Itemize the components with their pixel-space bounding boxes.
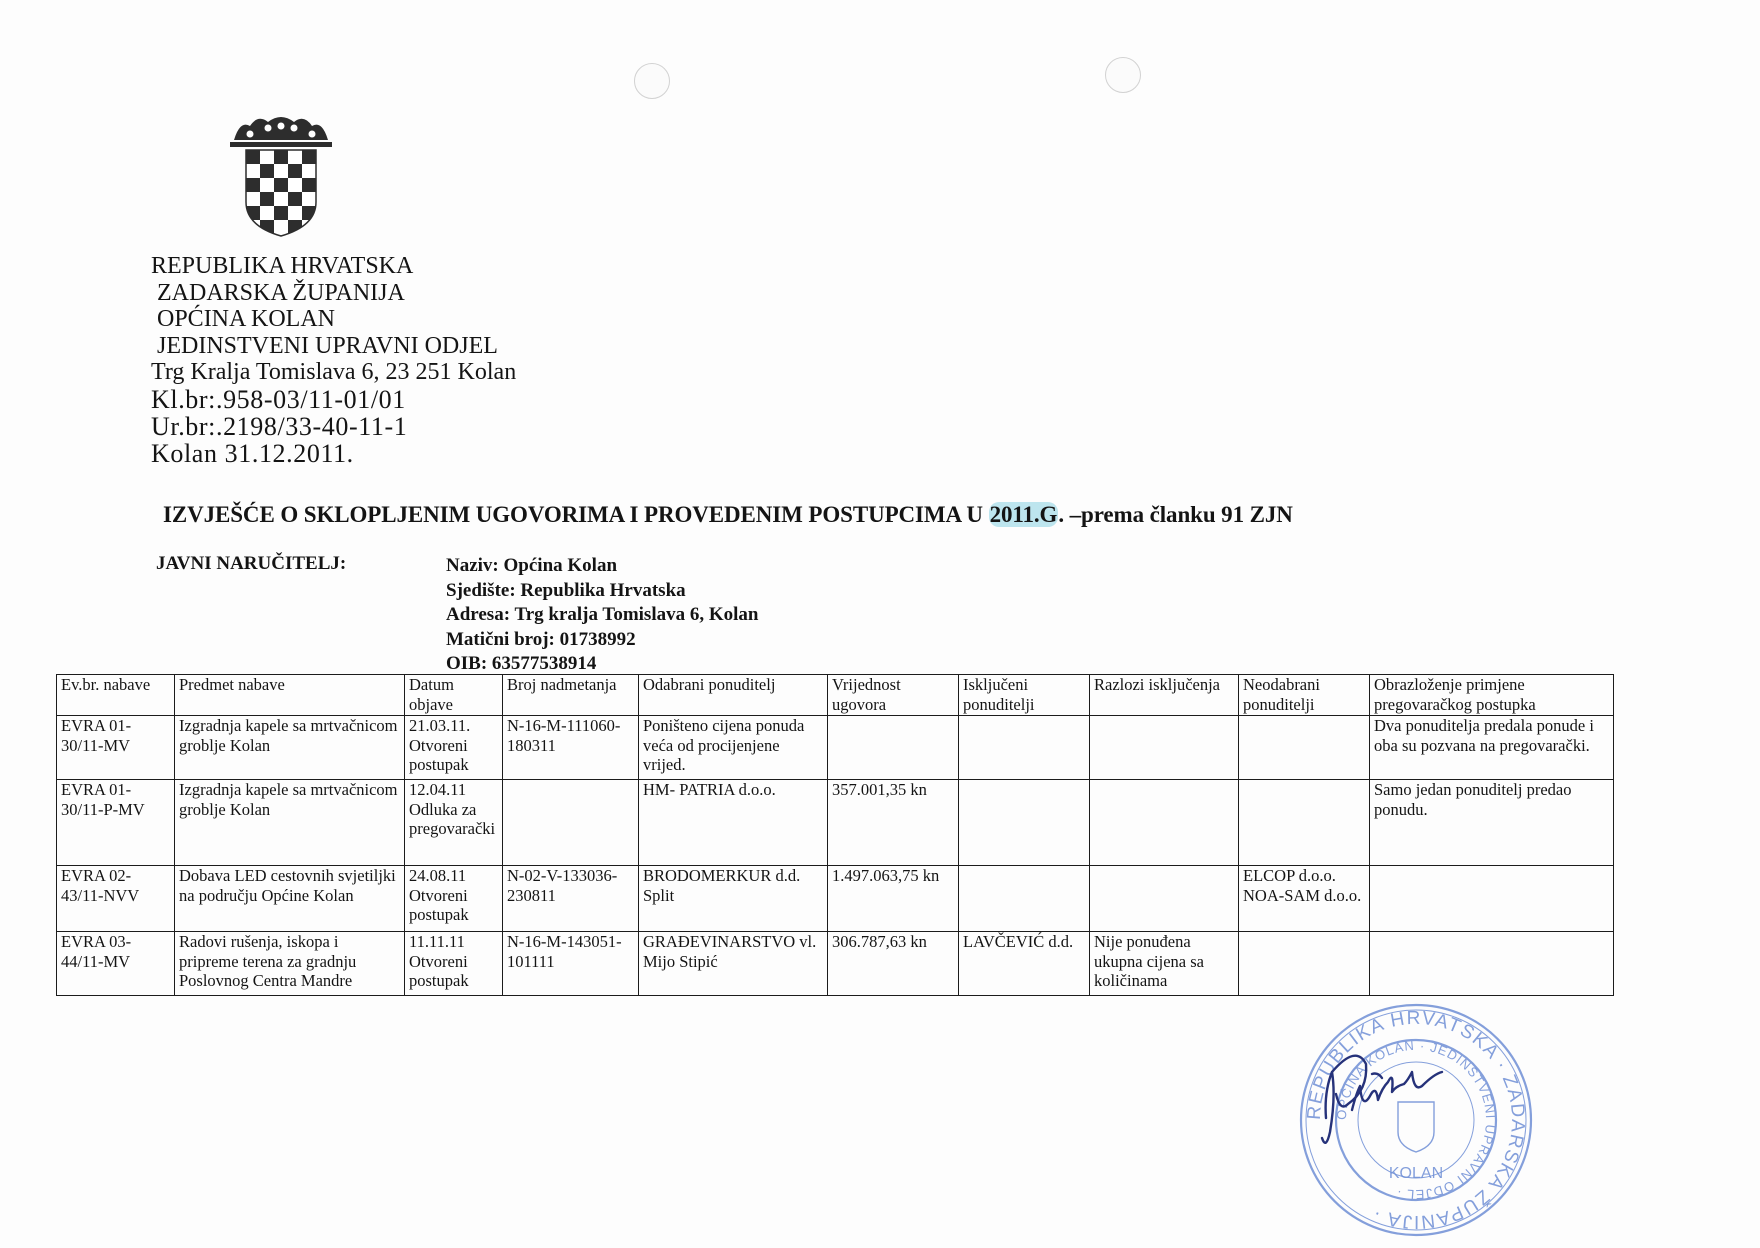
table-cell-exclusion-reason: [1090, 866, 1239, 932]
report-title: [163, 502, 1293, 528]
table-header-row: [57, 675, 1614, 716]
punch-hole-left: [634, 63, 670, 99]
table-cell-tender-no: N-16-M-111060-180311: [503, 716, 639, 780]
column-header: Predmet nabave: [175, 675, 405, 716]
document-class-number: Kl.br:.958-03/11-01/01: [151, 384, 406, 414]
table-cell-procurement-no: EVRA 02-43/11-NVV: [57, 866, 175, 932]
table-cell-justification: [1370, 932, 1614, 996]
column-header: Isključeni ponuditelji: [959, 675, 1090, 716]
table-row: [57, 866, 1614, 932]
table-cell-date: 21.03.11. Otvoreni postupak: [405, 716, 503, 780]
table-cell-unselected: [1239, 716, 1370, 780]
contracts-table: [56, 674, 1614, 996]
table-cell-procurement-no: EVRA 03-44/11-MV: [57, 932, 175, 996]
table-cell-subject: Izgradnja kapele sa mrtvačnicom groblje Kolan: [175, 780, 405, 866]
table-cell-value: 306.787,63 kn: [828, 932, 959, 996]
official-stamp: [1296, 1000, 1536, 1240]
table-row: [57, 716, 1614, 780]
table-cell-value: 1.497.063,75 kn: [828, 866, 959, 932]
table-cell-date: 11.11.11 Otvoreni postupak: [405, 932, 503, 996]
client-registration-number: Matični broj: 01738992: [446, 628, 636, 650]
table-cell-excluded: [959, 716, 1090, 780]
column-header: Broj nadmetanja: [503, 675, 639, 716]
stamp-center-text: KOLAN: [1388, 1165, 1444, 1182]
table-cell-unselected: [1239, 932, 1370, 996]
table-cell-exclusion-reason: [1090, 780, 1239, 866]
punch-hole-right: [1105, 57, 1141, 93]
table-cell-selected-bidder: BRODOMERKUR d.d. Split: [639, 866, 828, 932]
issuer-address: Trg Kralja Tomislava 6, 23 251 Kolan: [151, 359, 517, 385]
coat-of-arms-icon: [228, 114, 334, 238]
report-title-part1: IZVJEŠĆE O SKLOPLJENIM UGOVORIMA I PROVEDENIM POSTUPCIMA U: [163, 502, 989, 527]
column-header: Razlozi isključenja: [1090, 675, 1239, 716]
table-row: [57, 780, 1614, 866]
contracting-authority-info: [446, 554, 758, 677]
column-header: Neodabrani ponuditelji: [1239, 675, 1370, 716]
table-cell-tender-no: [503, 780, 639, 866]
table-cell-value: 357.001,35 kn: [828, 780, 959, 866]
issuer-county: ZADARSKA ŽUPANIJA: [157, 279, 405, 306]
table-cell-subject: Dobava LED cestovnih svjetiljki na području Općine Kolan: [175, 866, 405, 932]
table-cell-justification: [1370, 866, 1614, 932]
issuer-municipality: OPĆINA KOLAN: [157, 306, 336, 332]
table-cell-tender-no: N-02-V-133036-230811: [503, 866, 639, 932]
table-cell-exclusion-reason: Nije ponuđena ukupna cijena sa količinama: [1090, 932, 1239, 996]
stamp-ring-text: REPUBLIKA HRVATSKA · ZADARSKA ŽUPANIJA ·: [1303, 1007, 1529, 1233]
table-cell-selected-bidder: GRAĐEVINARSTVO vl. Mijo Stipić: [639, 932, 828, 996]
client-address: Adresa: Trg kralja Tomislava 6, Kolan: [446, 604, 759, 625]
stamp-inner-text: OPĆINA KOLAN · JEDINSTVENI UPRAVNI ODJEL ·: [1333, 1037, 1499, 1203]
table-cell-date: 24.08.11 Otvoreni postupak: [405, 866, 503, 932]
report-title-part2: . –prema članku 91 ZJN: [1058, 502, 1293, 527]
client-seat: Sjedište: Republika Hrvatska: [446, 579, 686, 601]
column-header: Odabrani ponuditelj: [639, 675, 828, 716]
table-cell-excluded: [959, 866, 1090, 932]
issuer-header: [151, 253, 516, 467]
column-header: Ev.br. nabave: [57, 675, 175, 716]
table-cell-justification: Dva ponuditelja predala ponude i oba su pozvana na pregovarački.: [1370, 716, 1614, 780]
table-cell-selected-bidder: HM- PATRIA d.o.o.: [639, 780, 828, 866]
table-cell-procurement-no: EVRA 01-30/11-MV: [57, 716, 175, 780]
report-year-highlight: 2011.G: [989, 502, 1058, 527]
column-header: Obrazloženje primjene pregovaračkog postupka: [1370, 675, 1614, 716]
table-cell-tender-no: N-16-M-143051-101111: [503, 932, 639, 996]
table-cell-excluded: LAVČEVIĆ d.d.: [959, 932, 1090, 996]
table-cell-subject: Radovi rušenja, iskopa i pripreme terena za gradnju Poslovnog Centra Mandre: [175, 932, 405, 996]
table-cell-justification: Samo jedan ponuditelj predao ponudu.: [1370, 780, 1614, 866]
column-header: Datum objave: [405, 675, 503, 716]
table-cell-unselected: [1239, 780, 1370, 866]
column-header: Vrijednost ugovora: [828, 675, 959, 716]
contracting-authority-label: JAVNI NARUČITELJ:: [156, 553, 347, 574]
table-cell-subject: Izgradnja kapele sa mrtvačnicom groblje Kolan: [175, 716, 405, 780]
client-name: Naziv: Općina Kolan: [446, 555, 618, 576]
table-cell-selected-bidder: Poništeno cijena ponuda veća od procijenjene vrijed.: [639, 716, 828, 780]
table-cell-exclusion-reason: [1090, 716, 1239, 780]
client-oib: OIB: 63577538914: [446, 653, 597, 674]
table-cell-date: 12.04.11 Odluka za pregovarački: [405, 780, 503, 866]
table-row: [57, 932, 1614, 996]
document-registry-number: Ur.br:.2198/33-40-11-1: [151, 411, 408, 441]
table-cell-procurement-no: EVRA 01-30/11-P-MV: [57, 780, 175, 866]
issuer-country: REPUBLIKA HRVATSKA: [151, 253, 414, 279]
table-cell-excluded: [959, 780, 1090, 866]
place-and-date: Kolan 31.12.2011.: [151, 438, 354, 468]
table-cell-value: [828, 716, 959, 780]
table-cell-unselected: ELCOP d.o.o. NOA-SAM d.o.o.: [1239, 866, 1370, 932]
issuer-department: JEDINSTVENI UPRAVNI ODJEL: [157, 332, 498, 359]
